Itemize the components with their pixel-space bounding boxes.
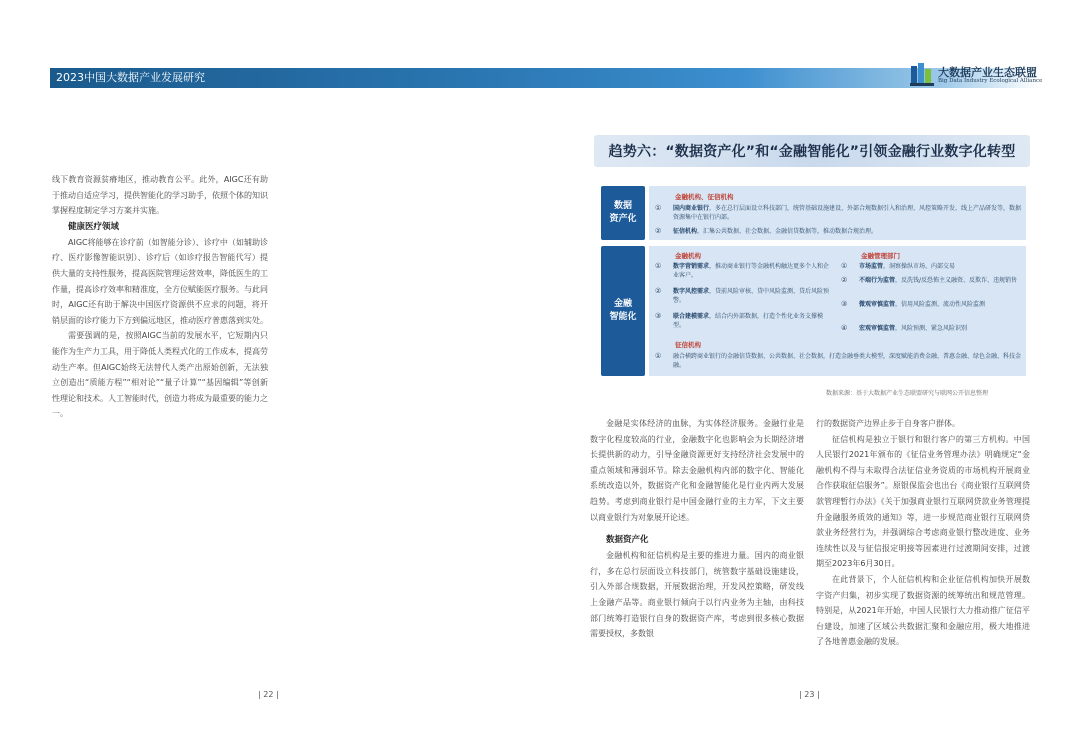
item-text: ，推动商业银行等金融机构触达更多个人和企业客户。	[673, 263, 830, 279]
section-credit: 征信机构	[675, 341, 701, 349]
alliance-logo-icon	[910, 62, 936, 86]
item-number: ④	[841, 324, 848, 332]
item-number: ①	[655, 352, 662, 360]
item-text: ，结合内外部数据，打造个性化业务支撑模型。	[673, 313, 824, 329]
asset-side-box	[601, 186, 645, 240]
fin-side-box	[601, 246, 645, 376]
right-column-a	[590, 416, 804, 642]
item-bold: 数字风控需求	[673, 288, 710, 295]
item-text: ，风险预测、紧急风险识别	[895, 325, 968, 332]
page-number-left: | 22 |	[258, 690, 279, 699]
left-paragraph-1: 线下教育资源贫瘠地区，推动教育公平。此外，AIGC还有助于推动自适应学习，提供智能化的学习助手，依照个体的知识掌握程度制定学习方案并实施。	[52, 175, 268, 216]
fin-content-box	[649, 246, 1026, 376]
item-bold: 市场监管	[859, 263, 884, 270]
item-bold: 联合建模需求	[673, 313, 710, 320]
item-bold: 国内商业银行	[673, 205, 710, 212]
asset-label-2: 资产化	[609, 214, 637, 224]
asset-label-1: 数据	[613, 201, 632, 211]
item-number: ①	[655, 262, 662, 270]
fin-item	[655, 262, 835, 282]
item-bold: 微观审慎监管	[859, 301, 896, 308]
item-text: 融合横跨商业银行的金融信贷数据、公共数据、社会数据，打造金融垂类大模型，深度赋能消费金融、普惠金融、绿色金融、科技金融。	[673, 353, 1022, 369]
page-number-right: | 23 |	[799, 690, 820, 699]
item-text: ，反洗钱/反恐怖主义融资、反欺诈、违规销售	[895, 277, 1018, 284]
col-a-paragraph-2: 金融机构和征信机构是主要的推进力量。国内的商业银行，多在总行层面设立科技部门，统管数字基础设施建设，引入外部合规数据，开展数据治理，开发风控策略，研发线上金融产品等。商业银行倾向于以行内业务为主轴，由科技部门统筹打造银行自身的数据资产库，考虑到很多核心数据需要授权，多数银	[590, 551, 804, 639]
item-number: ①	[841, 262, 848, 270]
col-b-paragraph-2: 在此背景下，个人征信机构和企业征信机构加快开展数字资产归集，初步实现了数据资源的统筹统出和规范管理。特别是，从2021年开始，中国人民银行大力推动推广征信平台建设，加速了区域公共数据汇聚和金融应用，极大地推进了各地普惠金融的发展。	[816, 574, 1030, 647]
health-heading: 健康医疗领域	[68, 221, 120, 232]
item-text: ，汇集公共数据、社会数据、金融信贷数据等，推动数据合规治理。	[697, 228, 878, 235]
logo-name: 大数据产业生态联盟	[938, 66, 1037, 79]
item-text: ，多在总行层面设立科技部门，统管基础设施建设、外部合规数据引入和治理、风控策略开发、线上产品研发等，数据资源集中在银行内部。	[673, 205, 1022, 221]
reg-item	[841, 324, 1021, 334]
col-b-paragraph-0: 行的数据资产边界止步于自身客户群体。	[816, 419, 960, 428]
item-bold: 不端行为监管	[859, 277, 896, 284]
trend-title: 趋势六：“数据资产化”和“金融智能化”引领金融行业数字化转型	[608, 144, 1016, 160]
section-fin-inst: 金融机构	[675, 252, 701, 260]
fin-label-1: 金融	[613, 299, 632, 309]
item-number: ②	[655, 227, 662, 235]
item-text: ，洞察操纵市场、内部交易	[883, 263, 956, 270]
left-page-column	[52, 172, 268, 422]
reg-item	[841, 276, 1021, 296]
left-paragraph-3: 需要强调的是，按照AIGC当前的发展水平，它短期内只能作为生产力工具，用于降低人类程式化的工作成本，提高劳动生产率。但AIGC始终无法替代人类产出原始创新，无法独立创造出“质能方程”“相对论”“量子计算”“基因编辑”等创新性理论和技术。人工智能时代，创造力将成为最重要的能力之一。	[52, 331, 268, 419]
fin-label-2: 智能化	[609, 312, 637, 322]
reg-item	[841, 262, 1021, 272]
asset-item	[655, 227, 1023, 237]
item-number: ②	[655, 287, 662, 295]
finance-diagram	[601, 186, 1026, 376]
credit-item	[655, 352, 1023, 372]
right-column-b	[816, 416, 1030, 650]
item-number: ①	[655, 204, 662, 212]
fin-item	[655, 287, 835, 307]
asset-item	[655, 204, 1023, 224]
asset-heading: 数据资产化	[606, 535, 649, 546]
report-title: 2023中国大数据产业发展研究	[56, 71, 205, 84]
asset-content-box	[649, 186, 1026, 240]
item-bold: 数字营销需求	[673, 263, 710, 270]
item-number: ②	[841, 276, 848, 284]
item-bold: 征信机构	[673, 228, 698, 235]
logo-subtitle: Big Data Industry Ecological Alliance	[938, 78, 1043, 84]
trend-banner	[594, 135, 1030, 167]
section-bank-credit: 金融机构、征信机构	[675, 193, 734, 201]
source-note: 数据来源：基于大数据产业生态联盟研究与联网公开信息整理	[826, 390, 989, 397]
fin-item	[655, 312, 835, 332]
reg-item	[841, 300, 1021, 320]
col-a-paragraph-1: 金融是实体经济的血脉，为实体经济服务。金融行业是数字化程度较高的行业，金融数字化也影响会为长期经济增长提供新的动力，引导金融资源更好支持经济社会发展中的重点领域和薄弱环节。除去金融机构内部的数字化、智能化系统改造以外，数据资产化和金融智能化是行业内两大发展趋势。考虑到商业银行是中国金融行业的主力军，下文主要以商业银行为对象展开论述。	[590, 419, 804, 522]
item-number: ③	[655, 312, 662, 320]
item-text: ，信用风险监测、流动性风险监测	[895, 301, 986, 308]
item-number: ③	[841, 300, 848, 308]
col-b-paragraph-1: 征信机构是独立于银行和银行客户的第三方机构。中国人民银行2021年颁布的《征信业务管理办法》明确规定“金融机构不得与未取得合法征信业务资质的市场机构开展商业合作获取征信服务”。原银保监会也出台《商业银行互联网贷款管理暂行办法》《关于加强商业银行互联网贷款业务管理提升金融服务质效的通知》等，进一步规范商业银行互联网贷款业务经营行为，并强调综合考虑商业银行整改进度、业务连续性以及与征信报定明接等因素进行过渡期间安排，过渡期至2023年6月30日。	[816, 434, 1030, 569]
section-regulator: 金融管理部门	[861, 252, 900, 260]
item-text: ，贷前风险审核、贷中风险监测、贷后风险预警。	[673, 288, 830, 304]
left-paragraph-2: AIGC将能够在诊疗前（如智能分诊）、诊疗中（如辅助诊疗、医疗影像智能识别）、诊疗后（如诊疗报告智能代写）提供大量的支持性服务，提高医院管理运营效率，降低医生的工作量，提高诊疗效率和精准度，全方位赋能医疗服务。与此同时，AIGC还有助于解决中国医疗资源供不应求的问题，将开销层面的诊疗能力下方到偏远地区，推动医疗普惠落到实处。	[52, 237, 268, 325]
item-bold: 宏观审慎监管	[859, 325, 896, 332]
